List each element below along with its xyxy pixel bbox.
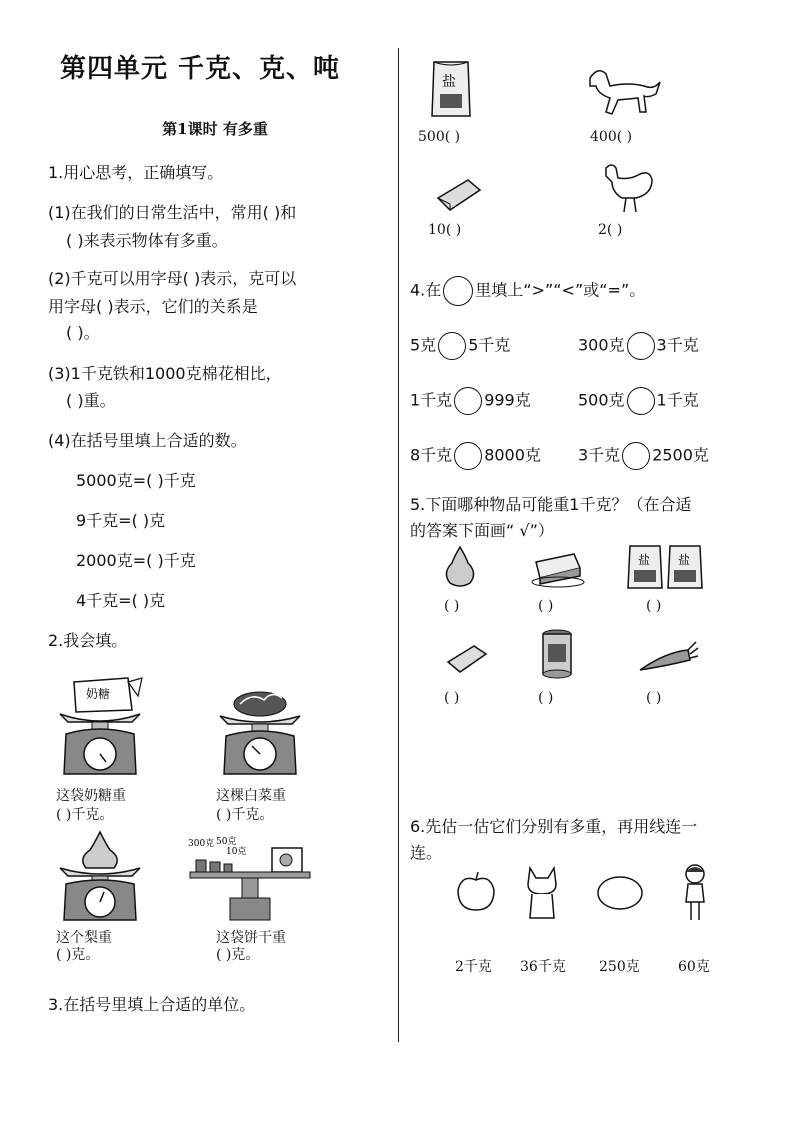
svg-text:盐: 盐 xyxy=(678,553,691,567)
q5-heading-line1: 5.下面哪种物品可能重1千克？（在合适 xyxy=(410,495,692,514)
q1-part1-line1: (1)在我们的日常生活中，常用( )和 xyxy=(48,203,297,222)
compare-circle-3[interactable] xyxy=(454,387,482,415)
weight-50: 50克 xyxy=(216,837,237,847)
q6-heading-line2: 连。 xyxy=(410,843,443,862)
candy-label: 奶糖 xyxy=(86,687,111,701)
q1-part3-line2: ( )重。 xyxy=(66,391,116,410)
cat-icon xyxy=(522,864,562,922)
pear-caption-2: ( )克。 xyxy=(56,947,100,963)
q3-item-horse: 400( ) xyxy=(590,129,633,145)
q1-part2-line2: 用字母( )表示，它们的关系是 xyxy=(48,297,258,316)
apple-icon xyxy=(454,870,498,914)
candy-bag-icon xyxy=(74,678,142,712)
q1-part2-line3: ( )。 xyxy=(66,323,100,342)
scale-cabbage-figure xyxy=(212,686,312,780)
carrot-icon xyxy=(636,640,700,676)
page-title: 第四单元 千克、克、吨 xyxy=(59,54,341,84)
q1-part2-line1: (2)千克可以用字母( )表示，克可以 xyxy=(48,269,297,288)
q5-heading-line2: 的答案下面画“ √”） xyxy=(410,521,554,540)
weight-10: 10克 xyxy=(226,847,247,857)
salt-label: 盐 xyxy=(442,74,456,90)
compare-circle-6[interactable] xyxy=(622,442,650,470)
compare-circle-4[interactable] xyxy=(627,387,655,415)
q4-row-2: 1千克 999克 xyxy=(410,387,531,415)
balance-scale-figure xyxy=(186,834,316,924)
horse-icon xyxy=(584,64,664,120)
q1-part3-line1: (3)1千克铁和1000克棉花相比， xyxy=(48,364,282,383)
q4-row-3: 8千克 8000克 xyxy=(410,442,541,470)
compare-circle-1[interactable] xyxy=(438,332,466,360)
q1-part1-line2: ( )来表示物体有多重。 xyxy=(66,231,228,250)
candy-caption-1: 这袋奶糖重 xyxy=(56,788,126,804)
two-salt-bags-icon xyxy=(626,542,706,590)
q6-weight-3[interactable]: 250克 xyxy=(599,959,640,975)
eraser-icon xyxy=(434,176,484,216)
compare-circle-2[interactable] xyxy=(627,332,655,360)
q4-row-3b: 3千克 2500克 xyxy=(578,442,709,470)
q3-item-eraser: 10( ) xyxy=(428,222,462,238)
q6-weight-4[interactable]: 60克 xyxy=(678,959,710,975)
cabbage-caption-1: 这棵白菜重 xyxy=(216,788,286,804)
q6-weight-1[interactable]: 2千克 xyxy=(455,959,492,975)
q5-blank-salt[interactable]: ( ) xyxy=(646,598,662,614)
q1-part4: (4)在括号里填上合适的数。 xyxy=(48,431,247,450)
rooster-icon xyxy=(596,160,656,216)
candy-caption-2: ( )千克。 xyxy=(56,807,114,823)
q3-item-rooster: 2( ) xyxy=(598,222,623,238)
q4-row-1: 5克 5千克 xyxy=(410,332,510,360)
q5-blank-pear[interactable]: ( ) xyxy=(444,598,460,614)
cake-icon xyxy=(530,548,586,588)
q4-heading: 4.在 里填上“>”“<”或“=”。 xyxy=(410,276,645,306)
girl-icon xyxy=(678,862,712,924)
q6-weight-2[interactable]: 36千克 xyxy=(520,959,566,975)
q6-heading-line1: 6.先估一估它们分别有多重，再用线连一 xyxy=(410,817,698,836)
weight-300: 300克 xyxy=(188,839,215,849)
lesson-subtitle: 第1课时 有多重 xyxy=(162,120,268,138)
q1-fill-3: 2000克=( )千克 xyxy=(76,551,196,570)
pear-caption-1: 这个梨重 xyxy=(56,930,112,946)
q5-blank-cake[interactable]: ( ) xyxy=(538,598,554,614)
q2-heading: 2.我会填。 xyxy=(48,631,128,650)
salt-bag-icon xyxy=(428,58,474,120)
q1-fill-4: 4千克=( )克 xyxy=(76,591,166,610)
q1-fill-1: 5000克=( )千克 xyxy=(76,471,196,490)
milk-powder-can-icon xyxy=(540,628,574,680)
q5-blank-carrot[interactable]: ( ) xyxy=(646,690,662,706)
eraser-icon xyxy=(444,642,490,678)
q5-blank-can[interactable]: ( ) xyxy=(538,690,554,706)
scale-pear-figure xyxy=(52,830,152,922)
svg-text:盐: 盐 xyxy=(638,553,651,567)
q4-row-2b: 500克 1千克 xyxy=(578,387,699,415)
q1-heading: 1.用心思考，正确填写。 xyxy=(48,163,224,182)
biscuit-caption-1: 这袋饼干重 xyxy=(216,930,286,946)
q3-item-salt: 500( ) xyxy=(418,129,461,145)
circle-icon xyxy=(443,276,473,306)
cabbage-caption-2: ( )千克。 xyxy=(216,807,274,823)
compare-circle-5[interactable] xyxy=(454,442,482,470)
pear-icon xyxy=(442,545,478,589)
q5-blank-eraser[interactable]: ( ) xyxy=(444,690,460,706)
cabbage-icon xyxy=(234,692,286,716)
pear-icon xyxy=(83,832,117,868)
q4-row-1b: 300克 3千克 xyxy=(578,332,699,360)
scale-candy-figure xyxy=(52,676,152,780)
column-divider xyxy=(398,48,399,1042)
q1-fill-2: 9千克=( )克 xyxy=(76,511,166,530)
biscuit-caption-2: ( )克。 xyxy=(216,947,260,963)
egg-icon xyxy=(596,874,644,912)
q3-heading: 3.在括号里填上合适的单位。 xyxy=(48,995,256,1014)
